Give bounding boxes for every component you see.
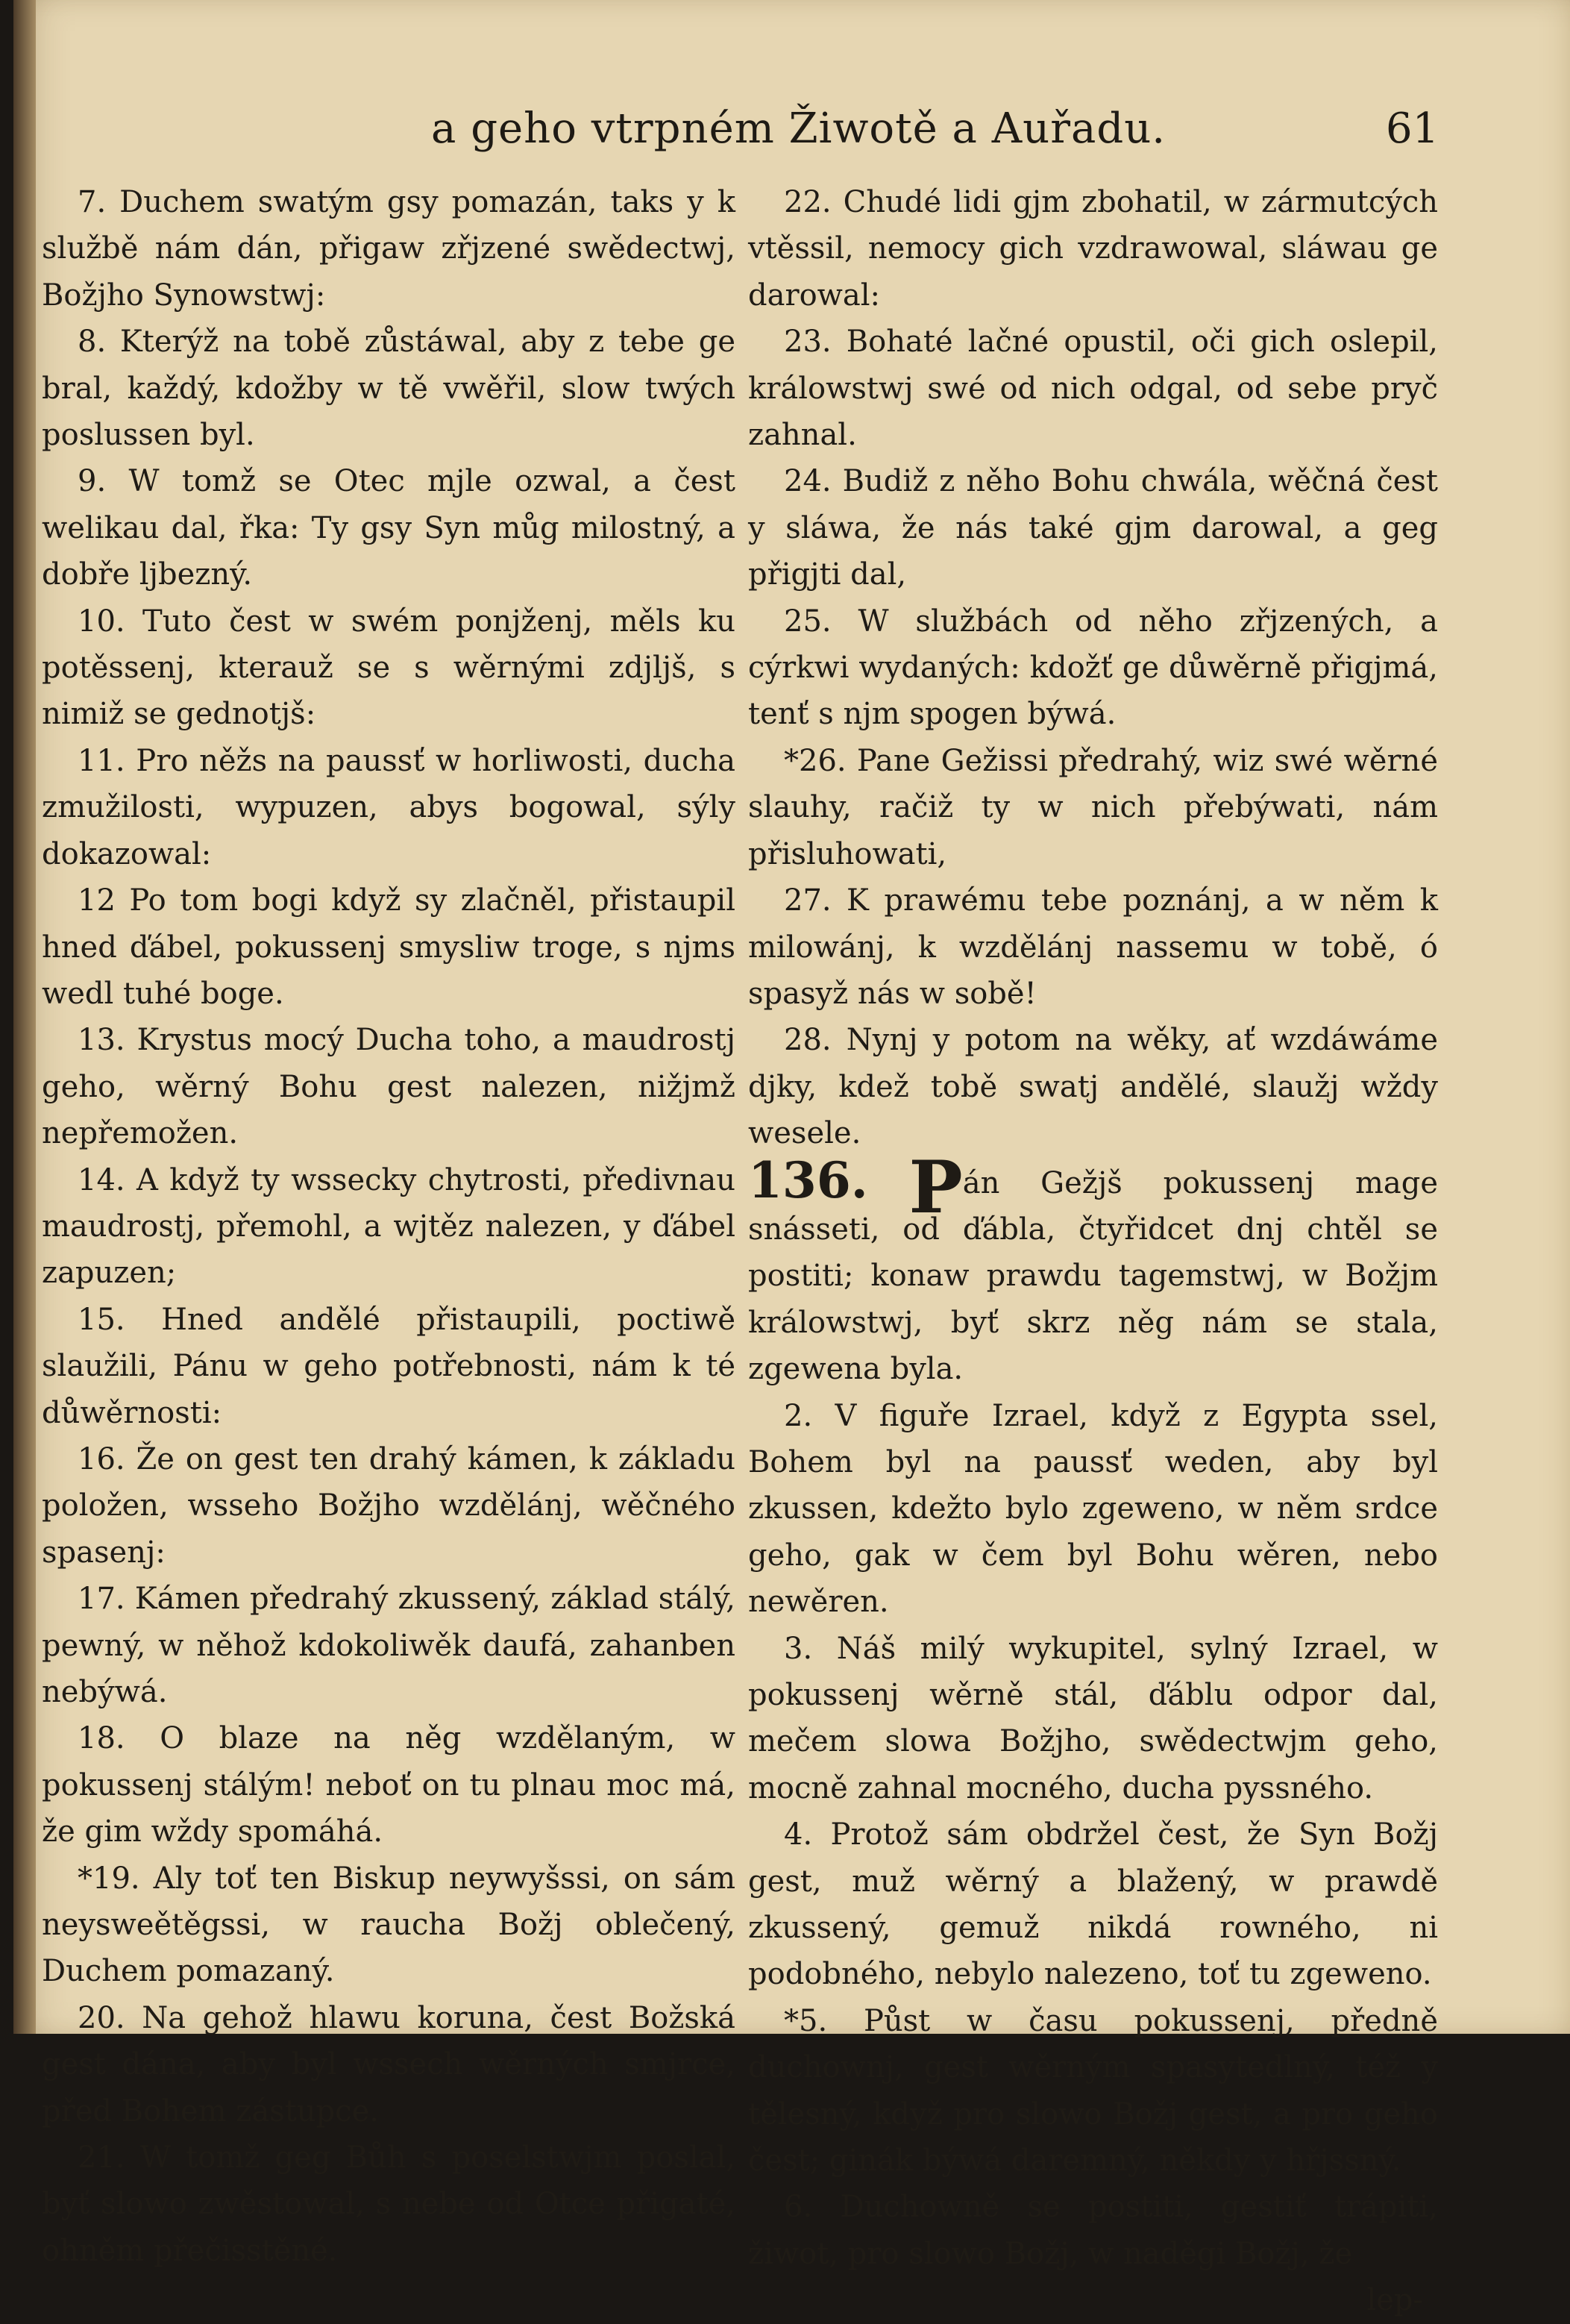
verse-136-3: 3. Náš milý wykupitel, sylný Izrael, w pokussenj wěrně stál, ďáblu odpor dal, mečem slowa Božjho, swědectwjm geho, mocně zahnal mocného, ducha pyssného. [748,1631,1438,1805]
verse-24: 24. Budiž z něho Bohu chwála, wěčná čest y sláwa, že nás také gjm darowal, a geg přigjti dal, [748,464,1438,592]
verse-15: 15. Hned andělé přistaupili, poctiwě slaužili, Pánu w geho potřebnosti, nám k té důwěrnosti: [42,1302,735,1430]
book-page [13,0,1570,2318]
page-header [13,104,1570,172]
verse-26: *26. Pane Gežissi předrahý, wiz swé wěrné slauhy, račiž ty w nich přebýwati, nám přisluhowati, [748,743,1438,871]
verse-16: 16. Že on gest ten drahý kámen, k základu položen, wsseho Božjho wzdělánj, wěčného spasenj: [42,1441,735,1570]
verse-136-5: *5. Půst w času pokussenj, předně duchownj, gest wěrným spasytedlný, též y tělesný, když pro slowo Božj gest, a pro geho čest; ginák býwá daremný, někdy y hřjssný. [748,2003,1438,2179]
verse-22: 22. Chudé lidi gjm zbohatil, w zármutcých vtěssil, nemocy gich vzdrawowal, sláwau ge darowal: [748,185,1438,313]
verse-10: 10. Tuto čest w swém ponjženj, měls ku potěssenj, kterauž se s wěrnými zdjljš, s nimiž se gednotjš: [42,604,735,732]
verse-136-4: 4. Protož sám obdržel čest, že Syn Božj gest, muž wěrný a blažený, w prawdě zkussený, gemuž nikdá rowného, ni podobného, nebylo nalezeno, toť tu zgeweno. [748,1817,1438,1992]
verse-13: 13. Krystus mocý Ducha toho, a maudrostj geho, wěrný Bohu gest nalezen, nižjmž nepřemožen. [42,1023,735,1151]
hymn-136-text: án Gežjš pokussenj mage snásseti, od ďábla, čtyřidcet dnj chtěl se postiti; konaw prawdu tagemstwj, w Božjm králowstwj, byť skrz něg nám se stala, zgewena byla. [748,1165,1438,1387]
verse-25: 25. W službách od něho zřjzených, a cýrkwi wydaných: kdožť ge důwěrně přigjmá, tenť s njm spogen býwá. [748,604,1438,732]
verse-27: 27. K prawému tebe poznánj, a w něm k milowánj, k wzdělánj nassemu w tobě, ó spasyž nás w sobě! [748,883,1438,1011]
hymn-number: 136. [748,1150,868,1209]
right-column [748,179,1438,2324]
left-column [42,179,735,2274]
verse-136-2: 2. V figuře Izrael, když z Egypta ssel, Bohem byl na paussť weden, aby byl zkussen, kdežto bylo zgeweno, w něm srdce geho, gak w čem byl Bohu wěren, nebo newěren. [748,1398,1438,1620]
verse-17: 17. Kámen předrahý zkussený, základ stálý, pewný, w něhož kdokoliwěk daufá, zahanben nebýwá. [42,1582,735,1709]
verse-21: 21. W tomž geg Bůh s poselstwjm poslal, byť slowo zwěstowal, s nebe od Otce přigaté, ohněm přečisstěné. [42,2140,735,2268]
verse-14: 14. A když ty wssecky chytrosti, předivnau maudrostj, přemohl, a wjtěz nalezen, y ďábel zapuzen; [42,1162,735,1291]
verse-19: *19. Aly toť ten Biskup neywyšssi, on sám neysweětěgssi, w raucha Božj oblečený, Duchem pomazaný. [42,1861,735,1989]
verse-8: 8. Kterýž na tobě zůstáwal, aby z tebe ge bral, každý, kdožby w tě vwěřil, slow twých poslussen byl. [42,325,735,453]
verse-9: 9. W tomž se Otec mjle ozwal, a čest welikau dal, řka: Ty gsy Syn můg milostný, a dobře ljbezný. [42,464,735,592]
verse-136-6: 6. Duchowně se postiti, gestiť trápiti, žiwot, pro slowo Božj, w naděgi Božj, že [748,2190,1438,2271]
verse-12: 12 Po tom bogi když sy zlačněl, přistaupil hned ďábel, pokussenj smysliw troge, s njms wedl tuhé boge. [42,883,735,1011]
hymn-136-first-verse [748,1144,1438,1393]
verse-23: 23. Bohaté lačné opustil, oči gich oslepil, králowstwj swé od nich odgal, od sebe pryč zahnal. [748,325,1438,453]
verse-28: 28. Nynj y potom na wěky, ať wzdáwáme djky, kdež tobě swatj andělé, slaužj wždy wesele. [748,1023,1438,1151]
drop-cap: P [908,1144,963,1230]
running-title: a geho vtrpném Žiwotě a Auřadu. [431,104,1166,153]
verse-20: 20. Na gehož hlawu koruna, čest Božská gest dána, aby byl wssech wěrných smjrce, před Bohem zástupce. [42,2000,735,2129]
page-number: 61 [1386,104,1439,153]
catchword: lep- [1366,2283,1423,2318]
verse-7: 7. Duchem swatým gsy pomazán, taks y k službě nám dán, přigaw zřjzené swědectwj, Božjho Synowstwj: [42,185,735,313]
verse-18: 18. O blaze na něg wzdělaným, w pokussenj stálým! neboť on tu plnau moc má, že gim wždy spomáhá. [42,1721,735,1850]
verse-11: 11. Pro něžs na paussť w horliwosti, ducha zmužilosti, wypuzen, abys bogowal, sýly dokazowal: [42,743,735,871]
page-gutter-shadow [13,0,36,2034]
